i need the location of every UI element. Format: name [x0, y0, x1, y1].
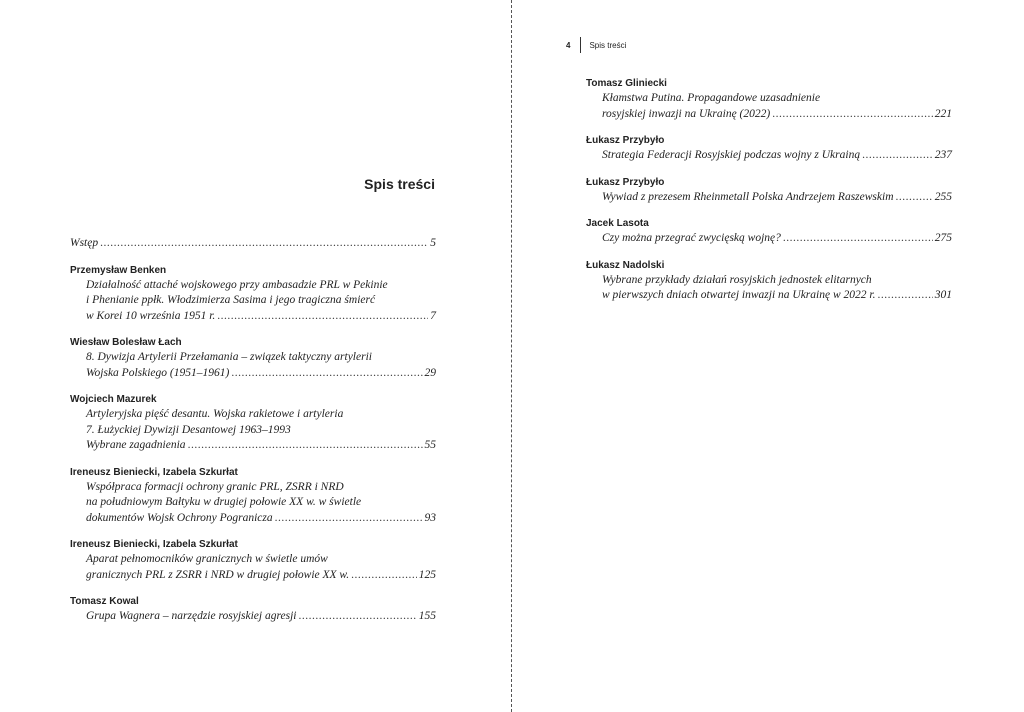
toc-title-text: Strategia Federacji Rosyjskiej podczas wojny z Ukrainą [602, 149, 861, 161]
toc-entry [70, 264, 436, 325]
toc-title-text: Czy można przegrać zwycięską wojnę? [602, 232, 781, 244]
toc-title-text: rosyjskiej inwazji na Ukrainę (2022) [602, 107, 771, 120]
toc-title-line [86, 423, 436, 439]
toc-title-text: granicznych PRL z ZSRR i NRD w drugiej połowie XX w. [86, 568, 350, 581]
toc-leader-dots [351, 568, 417, 584]
toc-entry-title [70, 350, 436, 381]
toc-list-right [586, 74, 952, 316]
toc-page-number: 255 [934, 190, 952, 203]
toc-entry-title [586, 190, 952, 206]
toc-leader-dots [217, 309, 428, 325]
toc-title-line [86, 293, 436, 309]
toc-title-text: Współpraca formacji ochrony granic PRL, ZSRR i NRD [86, 480, 344, 493]
toc-title-line [602, 148, 952, 164]
toc-title-line [602, 231, 952, 247]
toc-title-line [86, 350, 436, 366]
toc-title-line [86, 609, 436, 625]
toc-page-number: 275 [934, 232, 952, 244]
toc-entry [586, 217, 952, 247]
toc-title-line [86, 407, 436, 423]
toc-entry-title [586, 273, 952, 304]
toc-entry-author: Przemysław Benken [70, 264, 167, 276]
toc-entry-title [586, 148, 952, 164]
toc-title-text: 8. Dywizja Artylerii Przełamania – związek taktyczny artylerii [86, 351, 372, 363]
toc-title-text: Wybrane przykłady działań rosyjskich jednostek elitarnych [602, 273, 872, 286]
toc-entry-title [586, 231, 952, 247]
toc-title-text: Wywiad z prezesem Rheinmetall Polska Andrzejem Raszewskim [602, 190, 894, 203]
toc-entry [70, 595, 436, 625]
left-page [0, 0, 511, 712]
toc-entry-title [586, 91, 952, 122]
toc-entry [70, 538, 436, 583]
toc-entry-author: Ireneusz Bieniecki, Izabela Szkurłat [70, 539, 238, 550]
toc-entry-author: Wojciech Mazurek [70, 394, 157, 405]
toc-page-number: 93 [424, 511, 436, 524]
toc-leader-dots [299, 609, 417, 625]
toc-entry [586, 176, 952, 206]
header-page-number: 4 [566, 40, 571, 50]
toc-leader-dots [862, 148, 933, 164]
toc-title-line [86, 511, 436, 527]
toc-leader-dots [231, 366, 422, 382]
toc-entry [70, 466, 436, 527]
toc-entry-author: Ireneusz Bieniecki, Izabela Szkurłat [70, 466, 238, 478]
toc-title-text: Artyleryjska pięść desantu. Wojska rakietowe i artyleria [86, 408, 344, 420]
toc-leader-dots [877, 288, 932, 304]
toc-entry-title [70, 609, 436, 625]
toc-title-line [86, 480, 436, 496]
toc-entry-author: Łukasz Nadolski [586, 259, 665, 271]
toc-entry-title [70, 480, 436, 527]
header-running-title: Spis treści [589, 40, 627, 50]
toc-title-text: w Korei 10 września 1951 r. [86, 309, 216, 322]
toc-title-line [86, 309, 436, 325]
toc-leader-dots [100, 236, 428, 252]
toc-entry [586, 134, 952, 164]
toc-title-line [86, 366, 436, 382]
toc-leader-dots [783, 231, 933, 247]
toc-page-number: 7 [430, 309, 436, 322]
toc-heading: Spis treści [364, 176, 435, 192]
toc-title-text: na południowym Bałtyku w drugiej połowie XX w. w świetle [86, 496, 362, 508]
toc-title-line [86, 568, 436, 584]
toc-entry [70, 393, 436, 454]
toc-title-text: Wojska Polskiego (1951–1961) [86, 366, 230, 379]
toc-title-line [70, 236, 436, 252]
toc-entry-title [70, 407, 436, 454]
toc-entry [586, 77, 952, 122]
toc-title-text: Wstęp [70, 237, 99, 249]
toc-leader-dots [772, 107, 933, 123]
toc-entry [586, 259, 952, 304]
toc-leader-dots [188, 438, 423, 454]
toc-title-line [86, 278, 436, 294]
running-header [566, 38, 626, 52]
toc-leader-dots [275, 511, 423, 527]
toc-page-number: 237 [934, 149, 952, 161]
toc-title-line [602, 91, 952, 107]
right-page [512, 0, 1024, 712]
toc-title-text: Kłamstwa Putina. Propagandowe uzasadnienie [602, 92, 821, 104]
toc-entry-author: Tomasz Kowal [70, 596, 139, 607]
toc-page-number: 125 [418, 568, 436, 581]
toc-title-line [86, 552, 436, 568]
toc-page-number: 55 [424, 439, 436, 451]
header-separator [580, 37, 581, 53]
toc-page-number: 301 [934, 289, 952, 301]
toc-page-number: 29 [424, 366, 436, 379]
toc-title-line [602, 107, 952, 123]
toc-title-line [602, 190, 952, 206]
toc-entry-author: Wiesław Bolesław Łach [70, 337, 182, 348]
toc-entry [70, 236, 436, 252]
toc-leader-dots [896, 190, 933, 206]
toc-entry-title [70, 552, 436, 583]
toc-title-line [602, 288, 952, 304]
toc-entry-title [70, 278, 436, 325]
toc-title-line [86, 495, 436, 511]
toc-entry-author: Łukasz Przybyło [586, 135, 665, 146]
toc-page-number: 155 [418, 610, 436, 622]
toc-title-text: i Phenianie ppłk. Włodzimierza Sasima i jego tragiczna śmierć [86, 294, 376, 306]
toc-title-line [602, 273, 952, 289]
toc-title-text: dokumentów Wojsk Ochrony Pogranicza [86, 511, 273, 524]
toc-entry-author: Łukasz Przybyło [586, 176, 665, 188]
toc-list-left [70, 236, 436, 637]
toc-entry-author: Tomasz Gliniecki [586, 78, 667, 89]
toc-title-text: 7. Łużyckiej Dywizji Desantowej 1963–1993 [86, 423, 291, 436]
toc-page-number: 221 [934, 107, 952, 120]
toc-title-text: Grupa Wagnera – narzędzie rosyjskiej agresji [86, 610, 297, 622]
toc-entry [70, 336, 436, 381]
toc-title-text: Działalność attaché wojskowego przy ambasadzie PRL w Pekinie [86, 278, 388, 291]
toc-entry-title [70, 236, 436, 252]
toc-title-line [86, 438, 436, 454]
toc-title-text: w pierwszych dniach otwartej inwazji na Ukrainę w 2022 r. [602, 289, 876, 301]
toc-title-text: Wybrane zagadnienia [86, 439, 186, 451]
toc-page-number: 5 [430, 237, 436, 249]
toc-title-text: Aparat pełnomocników granicznych w świetle umów [86, 553, 328, 565]
toc-entry-author: Jacek Lasota [586, 218, 649, 229]
